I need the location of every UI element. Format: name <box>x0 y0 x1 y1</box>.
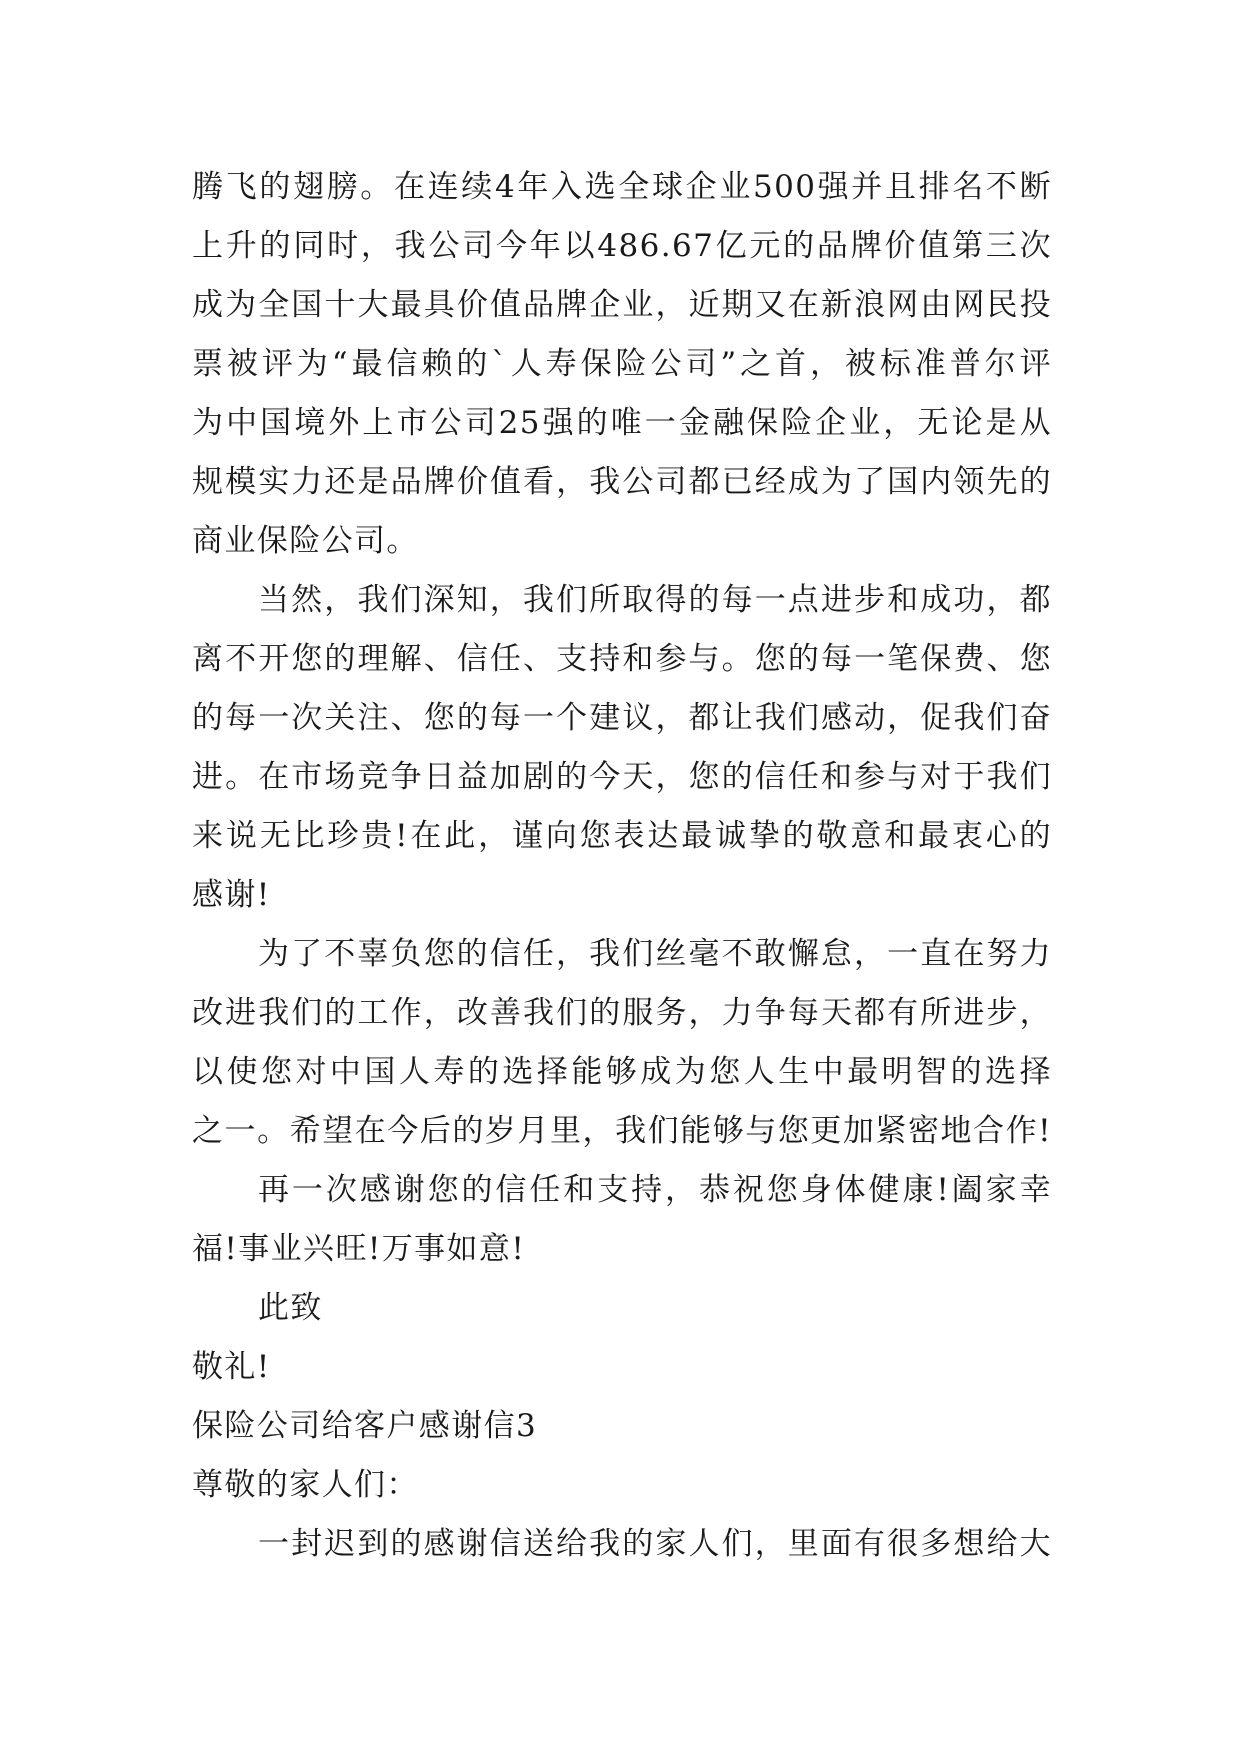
text-line: 腾飞的翅膀。在连续4年入选全球企业500强并且排名不断 <box>192 169 1052 205</box>
text-line: 当然，我们深知，我们所取得的每一点进步和成功，都 <box>258 582 1052 618</box>
text-line: 的每一次关注、您的每一个建议，都让我们感动，促我们奋 <box>192 700 1052 736</box>
paragraph <box>192 925 1052 1161</box>
text-line: 商业保险公司。 <box>192 523 419 559</box>
text-line: 为了不辜负您的信任，我们丝毫不敢懈怠，一直在努力 <box>258 936 1052 972</box>
text-line: 福!事业兴旺!万事如意! <box>192 1231 526 1267</box>
closing-phrase: 此致 <box>258 1290 323 1326</box>
text-line: 再一次感谢您的信任和支持，恭祝您身体健康!阖家幸 <box>258 1172 1052 1208</box>
text-line: 票被评为“最信赖的`人寿保险公司”之首，被标准普尔评 <box>192 346 1052 382</box>
text-line: 上升的同时，我公司今年以486.67亿元的品牌价值第三次 <box>192 228 1052 264</box>
document-body <box>192 158 1052 1574</box>
text-line: 离不开您的理解、信任、支持和参与。您的每一笔保费、您 <box>192 641 1052 677</box>
text-line: 以使您对中国人寿的选择能够成为您人生中最明智的选择 <box>192 1054 1052 1090</box>
text-line: 进。在市场竞争日益加剧的今天，您的信任和参与对于我们 <box>192 759 1052 795</box>
salutation-closing: 敬礼! <box>192 1349 271 1385</box>
greeting: 尊敬的家人们： <box>192 1467 419 1503</box>
text-line: 改进我们的工作，改善我们的服务，力争每天都有所进步， <box>192 995 1052 1031</box>
text-line: 之一。希望在今后的岁月里，我们能够与您更加紧密地合作! <box>192 1113 1052 1149</box>
paragraph <box>192 158 1052 571</box>
text-line: 来说无比珍贵!在此，谨向您表达最诚挚的敬意和最衷心的 <box>192 818 1052 854</box>
section-title: 保险公司给客户感谢信3 <box>192 1408 538 1444</box>
text-line: 规模实力还是品牌价值看，我公司都已经成为了国内领先的 <box>192 464 1052 500</box>
text-line: 感谢! <box>192 877 271 913</box>
text-line: 成为全国十大最具价值品牌企业，近期又在新浪网由网民投 <box>192 287 1052 323</box>
text-line: 为中国境外上市公司25强的唯一金融保险企业，无论是从 <box>192 405 1052 441</box>
paragraph <box>192 571 1052 925</box>
text-line: 一封迟到的感谢信送给我的家人们，里面有很多想给大 <box>258 1526 1052 1562</box>
paragraph <box>192 1161 1052 1279</box>
